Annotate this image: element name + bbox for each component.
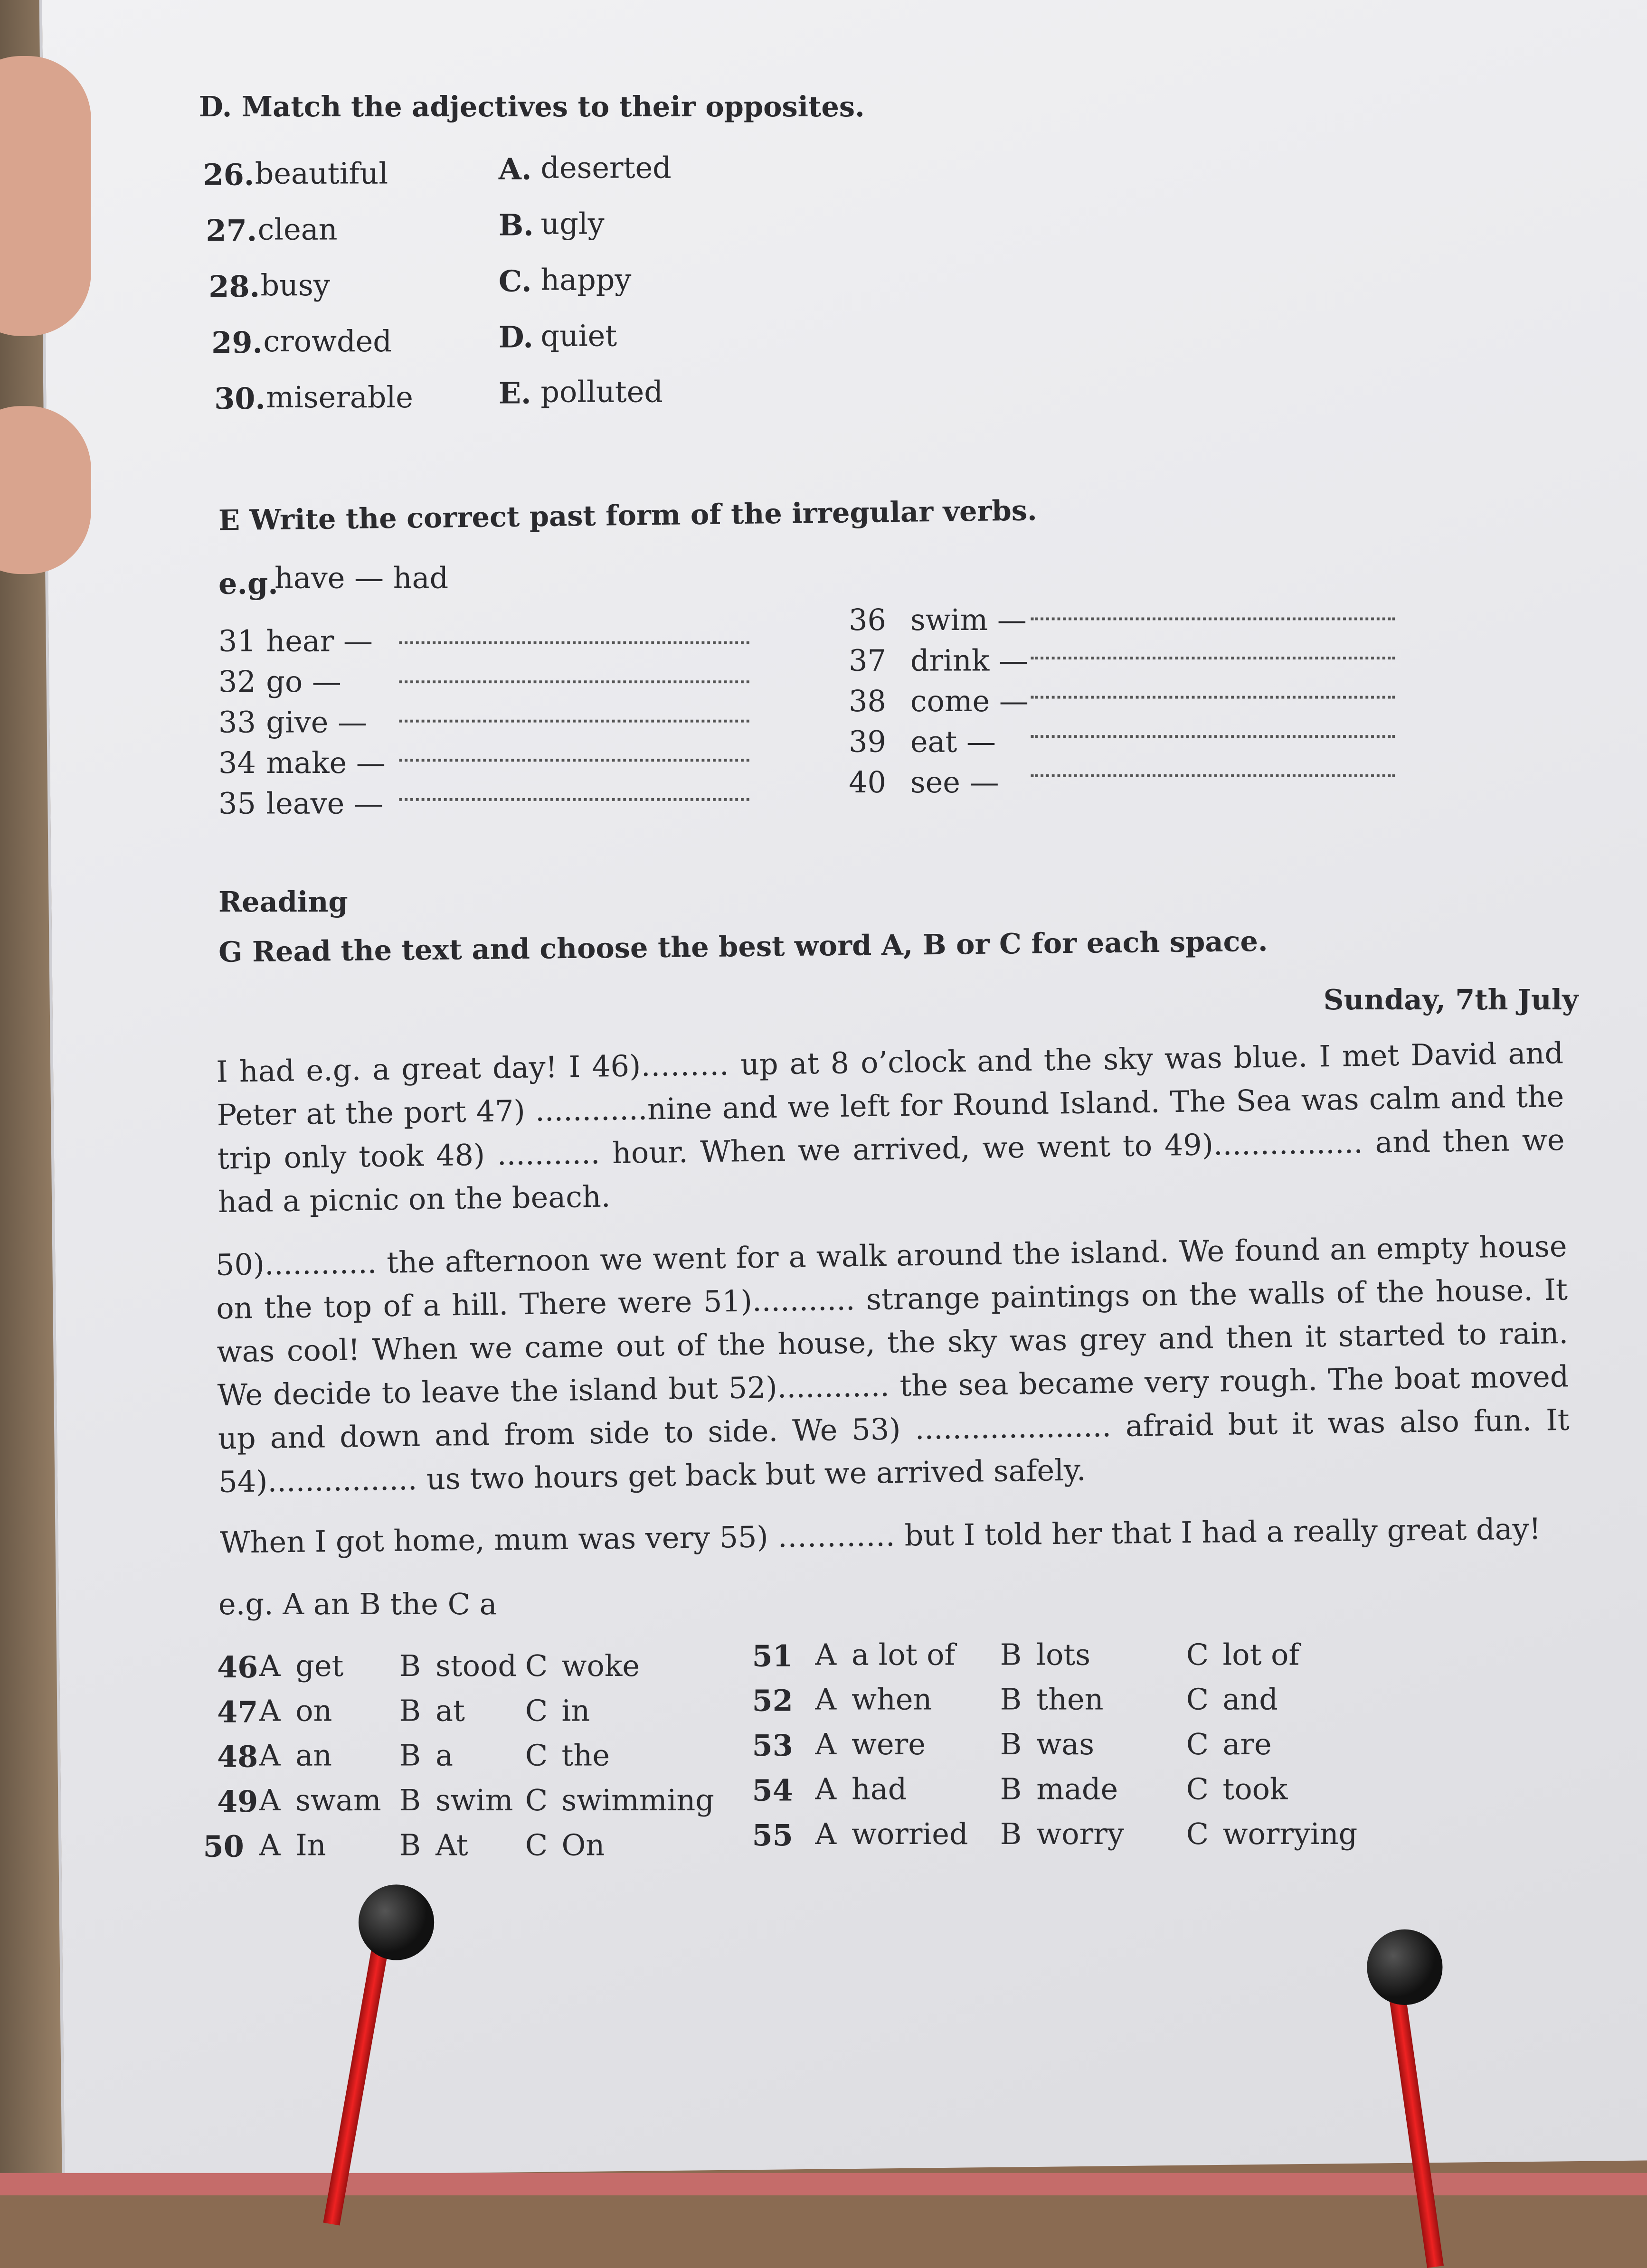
- option-c[interactable]: the: [561, 1739, 610, 1773]
- option-letter: A.: [498, 151, 532, 187]
- verb: leave —: [266, 787, 383, 821]
- option-letter: B: [1000, 1683, 1022, 1717]
- verb-number: 33: [218, 706, 256, 740]
- answer-blank[interactable]: [1031, 696, 1395, 699]
- option-letter: C: [1186, 1683, 1209, 1717]
- option-a[interactable]: when: [851, 1683, 932, 1717]
- option-c[interactable]: woke: [561, 1649, 640, 1683]
- verb-number: 31: [218, 624, 256, 659]
- option-b[interactable]: swim: [435, 1784, 513, 1817]
- option-letter: C: [1186, 1817, 1209, 1851]
- example-options: e.g. A an B the C a: [218, 1588, 497, 1621]
- option-letter: A: [259, 1694, 281, 1728]
- answer-blank[interactable]: [399, 720, 749, 723]
- option-letter: A: [815, 1683, 837, 1717]
- question-number: 47: [217, 1694, 258, 1730]
- answer-blank[interactable]: [399, 798, 749, 801]
- question-number: 53: [752, 1728, 793, 1763]
- verb: eat —: [910, 725, 996, 759]
- option-letter: B: [399, 1739, 421, 1773]
- finger: [0, 56, 91, 336]
- opposite-adjective: deserted: [540, 151, 672, 185]
- reading-instruction: G Read the text and choose the best word A, B or C for each space.: [218, 924, 1268, 969]
- verb-number: 37: [849, 644, 886, 678]
- option-letter: A: [259, 1739, 281, 1773]
- verb-number: 32: [218, 665, 256, 699]
- option-a[interactable]: were: [851, 1728, 926, 1761]
- date: Sunday, 7th July: [1323, 983, 1579, 1016]
- answer-blank[interactable]: [399, 680, 749, 683]
- section-d-title: D. Match the adjectives to their opposites.: [199, 89, 865, 123]
- option-letter: C: [525, 1649, 548, 1683]
- paragraph: I had e.g. a great day! I 46)……… up at 8 o’clock and the sky was blue. I met David and Peter at the port 47) ............nine and we left for Round Island. The Sea was calm and the trip only took 48) ........... hour. When we arrived, we went to 49)................ and then we had a picnic on the beach.: [216, 1036, 1565, 1219]
- option-letter: B: [1000, 1728, 1022, 1761]
- option-c[interactable]: took: [1222, 1772, 1288, 1807]
- option-a[interactable]: an: [295, 1739, 332, 1773]
- answer-blank[interactable]: [1031, 735, 1395, 738]
- answer-blank[interactable]: [1031, 657, 1395, 659]
- option-letter: B: [399, 1784, 421, 1817]
- adjective: beautiful: [255, 157, 388, 191]
- option-b[interactable]: stood: [435, 1649, 517, 1683]
- option-b[interactable]: a: [435, 1739, 454, 1773]
- binder-pin: [359, 1884, 434, 1960]
- item-number: 29.: [211, 325, 263, 360]
- option-b[interactable]: at: [435, 1694, 465, 1728]
- option-letter: A: [815, 1772, 837, 1807]
- option-letter: B: [399, 1649, 421, 1683]
- option-c[interactable]: swimming: [561, 1784, 714, 1817]
- option-letter: A: [815, 1728, 837, 1761]
- opposite-adjective: happy: [540, 263, 632, 297]
- verb: hear —: [266, 624, 373, 659]
- option-c[interactable]: worrying: [1222, 1817, 1358, 1851]
- option-letter: B: [399, 1828, 421, 1863]
- option-letter: B: [1000, 1817, 1022, 1851]
- question-number: 50: [203, 1828, 244, 1864]
- opposite-adjective: polluted: [540, 375, 663, 409]
- option-a[interactable]: get: [295, 1649, 344, 1683]
- adjective: busy: [260, 269, 330, 302]
- item-number: 30.: [214, 381, 265, 416]
- item-number: 28.: [208, 269, 260, 304]
- option-c[interactable]: lot of: [1222, 1638, 1300, 1672]
- option-letter: A: [259, 1784, 281, 1817]
- option-a[interactable]: a lot of: [851, 1638, 956, 1672]
- question-number: 54: [752, 1772, 793, 1808]
- item-number: 27.: [206, 213, 257, 248]
- option-letter: C: [1186, 1638, 1209, 1672]
- question-number: 49: [217, 1784, 258, 1819]
- verb-number: 36: [849, 603, 886, 637]
- verb: make —: [266, 746, 386, 780]
- verb: go —: [266, 665, 341, 699]
- item-number: 26.: [203, 157, 255, 192]
- option-a[interactable]: swam: [295, 1784, 381, 1817]
- option-a[interactable]: had: [851, 1772, 907, 1807]
- question-number: 55: [752, 1817, 793, 1853]
- option-a[interactable]: In: [295, 1828, 326, 1863]
- option-letter: A: [815, 1638, 837, 1672]
- answer-blank[interactable]: [1031, 618, 1395, 621]
- option-letter: C: [525, 1694, 548, 1728]
- example: have — had: [274, 561, 449, 595]
- option-letter: C: [1186, 1728, 1209, 1761]
- answer-blank[interactable]: [399, 759, 749, 762]
- option-b[interactable]: then: [1036, 1683, 1104, 1717]
- adjective: clean: [257, 213, 338, 247]
- option-letter: C: [1186, 1772, 1209, 1807]
- question-number: 51: [752, 1638, 793, 1674]
- option-b[interactable]: At: [435, 1828, 468, 1863]
- option-b[interactable]: made: [1036, 1772, 1118, 1807]
- verb: drink —: [910, 644, 1028, 678]
- option-b[interactable]: worry: [1036, 1817, 1124, 1851]
- question-number: 52: [752, 1683, 793, 1718]
- option-c[interactable]: On: [561, 1828, 605, 1863]
- option-letter: C: [525, 1739, 548, 1773]
- option-letter: B.: [498, 207, 534, 243]
- option-letter: C: [525, 1784, 548, 1817]
- verb-number: 35: [218, 787, 256, 821]
- verb: give —: [266, 706, 368, 740]
- finger: [0, 406, 91, 574]
- verb: come —: [910, 685, 1029, 718]
- paragraph: When I got home, mum was very 55) ………… but I told her that I had a really great day!: [219, 1512, 1541, 1560]
- adjective: crowded: [263, 325, 392, 358]
- option-c[interactable]: in: [561, 1694, 590, 1728]
- verb-number: 38: [849, 685, 886, 718]
- verb-number: 40: [849, 766, 886, 800]
- option-letter: C.: [498, 263, 532, 299]
- question-number: 48: [217, 1739, 258, 1774]
- section-e-title: E Write the correct past form of the irregular verbs.: [218, 493, 1037, 537]
- option-letter: B: [399, 1694, 421, 1728]
- option-c[interactable]: and: [1222, 1683, 1278, 1717]
- verb: see —: [910, 766, 999, 800]
- verb: swim —: [910, 603, 1027, 637]
- reading-heading: Reading: [218, 885, 348, 919]
- option-c[interactable]: are: [1222, 1728, 1272, 1761]
- answer-blank[interactable]: [399, 641, 749, 644]
- option-b[interactable]: was: [1036, 1728, 1094, 1761]
- example-label: e.g.: [218, 565, 278, 601]
- option-letter: D.: [498, 319, 533, 355]
- option-letter: A: [259, 1828, 281, 1863]
- option-letter: A: [815, 1817, 837, 1851]
- option-letter: B: [1000, 1638, 1022, 1672]
- binder-pin: [1367, 1929, 1442, 2005]
- verb-number: 34: [218, 746, 256, 780]
- option-a[interactable]: on: [295, 1694, 332, 1728]
- paragraph: 50)............ the afternoon we went for a walk around the island. We found an empty house on the top of a hill. There were 51)........... strange paintings on the walls of the house. It was cool! When we came out of the house, the sky was grey and then it started to rain. We decide to leave the island but 52)............ the sea became very rough. The boat moved up and down and from side to side. We 53) ..................... afraid but it was also fun. It 54)................ us two hours get back but we arrived safely.: [215, 1230, 1570, 1499]
- answer-blank[interactable]: [1031, 774, 1395, 777]
- adjective: miserable: [266, 381, 413, 414]
- opposite-adjective: quiet: [540, 319, 617, 353]
- verb-number: 39: [849, 725, 886, 759]
- option-letter: B: [1000, 1772, 1022, 1807]
- option-letter: A: [259, 1649, 281, 1683]
- question-number: 46: [217, 1649, 258, 1685]
- option-letter: E.: [498, 375, 531, 411]
- table-edge: [0, 2173, 1647, 2195]
- opposite-adjective: ugly: [540, 207, 605, 241]
- option-b[interactable]: lots: [1036, 1638, 1091, 1672]
- option-a[interactable]: worried: [851, 1817, 968, 1851]
- option-letter: C: [525, 1828, 548, 1863]
